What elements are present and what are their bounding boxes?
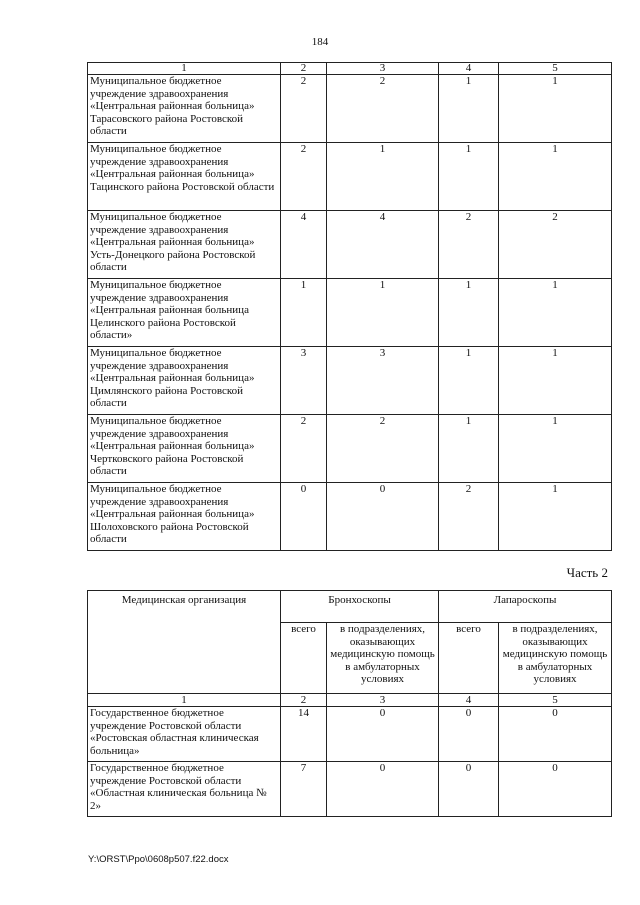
bronchoscopes-total: 2 [281, 143, 327, 211]
bronchoscopes-total: 7 [281, 762, 327, 817]
bronchoscopes-total: 2 [281, 415, 327, 483]
sub-header-row [88, 623, 612, 694]
bronchoscopes-ambulatory: 1 [327, 279, 439, 347]
col-2-number: 2 [281, 694, 327, 707]
bronchoscopes-ambulatory: 0 [327, 483, 439, 551]
table-row [88, 347, 612, 415]
bronchoscopes-total: 0 [281, 483, 327, 551]
table-row [88, 415, 612, 483]
laparoscopes-total: 1 [439, 143, 499, 211]
laparoscopes-total: 1 [439, 279, 499, 347]
laparoscopes-total: 0 [439, 762, 499, 817]
bronchoscopes-total: 3 [281, 347, 327, 415]
table-row [88, 75, 612, 143]
bronchoscopes-ambulatory: 4 [327, 211, 439, 279]
bronchoscopes-ambulatory: 0 [327, 762, 439, 817]
bronchoscopes-ambulatory: 2 [327, 75, 439, 143]
org-name: Муниципальное бюджетное учреждение здравоохранения «Центральная районная больница Целинского района Ростовской области» [88, 279, 281, 347]
page-number: 184 [311, 36, 329, 48]
col-2-number: 2 [281, 63, 327, 75]
laparoscopes-total: 2 [439, 483, 499, 551]
bronchoscopes-header: Бронхоскопы [281, 591, 439, 623]
laparoscopes-total: 0 [439, 707, 499, 762]
laparoscopes-ambulatory-header: в подразделениях, оказывающих медицинскую помощь в амбулаторных условиях [499, 623, 612, 694]
part-title: Часть 2 [566, 565, 608, 580]
laparoscopes-header: Лапароскопы [439, 591, 612, 623]
bronchoscopes-ambulatory-header: в подразделениях, оказывающих медицинскую помощь в амбулаторных условиях [327, 623, 439, 694]
col-3-number: 3 [327, 694, 439, 707]
org-name: Муниципальное бюджетное учреждение здравоохранения «Центральная районная больница» Усть-Донецкого района Ростовской области [88, 211, 281, 279]
table-row [88, 483, 612, 551]
org-name: Муниципальное бюджетное учреждение здравоохранения «Центральная районная больница» Шолоховского района Ростовской области [88, 483, 281, 551]
medical-organization-header: Медицинская организация [88, 591, 281, 623]
org-name: Муниципальное бюджетное учреждение здравоохранения «Центральная районная больница» Тарасовского района Ростовской области [88, 75, 281, 143]
laparoscopes-ambulatory: 1 [499, 483, 612, 551]
laparoscopes-ambulatory: 0 [499, 707, 612, 762]
bronchoscopes-ambulatory: 3 [327, 347, 439, 415]
col-1-number: 1 [88, 694, 281, 707]
laparoscopes-total: 1 [439, 347, 499, 415]
laparoscopes-ambulatory: 1 [499, 415, 612, 483]
laparoscopes-total: 1 [439, 75, 499, 143]
table-row [88, 279, 612, 347]
table-row [88, 211, 612, 279]
bronchoscopes-total-header: всего [281, 623, 327, 694]
org-name: Государственное бюджетное учреждение Ростовской области «Ростовская областная клиническая больница» [88, 707, 281, 762]
table-row [88, 707, 612, 762]
laparoscopes-ambulatory: 1 [499, 75, 612, 143]
bronchoscopes-total: 1 [281, 279, 327, 347]
laparoscopes-ambulatory: 2 [499, 211, 612, 279]
col-5-number: 5 [499, 694, 612, 707]
empty-cell [88, 623, 281, 694]
org-name: Муниципальное бюджетное учреждение здравоохранения «Центральная районная больница» Чертковского района Ростовской области [88, 415, 281, 483]
column-number-row [88, 63, 612, 75]
laparoscopes-total: 1 [439, 415, 499, 483]
col-4-number: 4 [439, 694, 499, 707]
org-name: Государственное бюджетное учреждение Ростовской области «Областная клиническая больница № 2» [88, 762, 281, 817]
laparoscopes-ambulatory: 1 [499, 279, 612, 347]
bronchoscopes-total: 2 [281, 75, 327, 143]
laparoscopes-ambulatory: 1 [499, 143, 612, 211]
org-name: Муниципальное бюджетное учреждение здравоохранения «Центральная районная больница» Тацинского района Ростовской области [88, 143, 281, 211]
column-number-row [88, 694, 612, 707]
col-3-number: 3 [327, 63, 439, 75]
bronchoscopes-total: 14 [281, 707, 327, 762]
laparoscopes-total-header: всего [439, 623, 499, 694]
equipment-table-part1 [87, 62, 612, 551]
equipment-table-part2 [87, 590, 612, 817]
laparoscopes-ambulatory: 1 [499, 347, 612, 415]
bronchoscopes-ambulatory: 1 [327, 143, 439, 211]
col-1-number: 1 [88, 63, 281, 75]
group-header-row [88, 591, 612, 623]
laparoscopes-total: 2 [439, 211, 499, 279]
bronchoscopes-ambulatory: 0 [327, 707, 439, 762]
col-5-number: 5 [499, 63, 612, 75]
laparoscopes-ambulatory: 0 [499, 762, 612, 817]
bronchoscopes-ambulatory: 2 [327, 415, 439, 483]
org-name: Муниципальное бюджетное учреждение здравоохранения «Центральная районная больница» Цимлянского района Ростовской области [88, 347, 281, 415]
table-row [88, 143, 612, 211]
bronchoscopes-total: 4 [281, 211, 327, 279]
table-row [88, 762, 612, 817]
file-path-footer: Y:\ORST\Ppo\0608p507.f22.docx [88, 854, 229, 865]
col-4-number: 4 [439, 63, 499, 75]
